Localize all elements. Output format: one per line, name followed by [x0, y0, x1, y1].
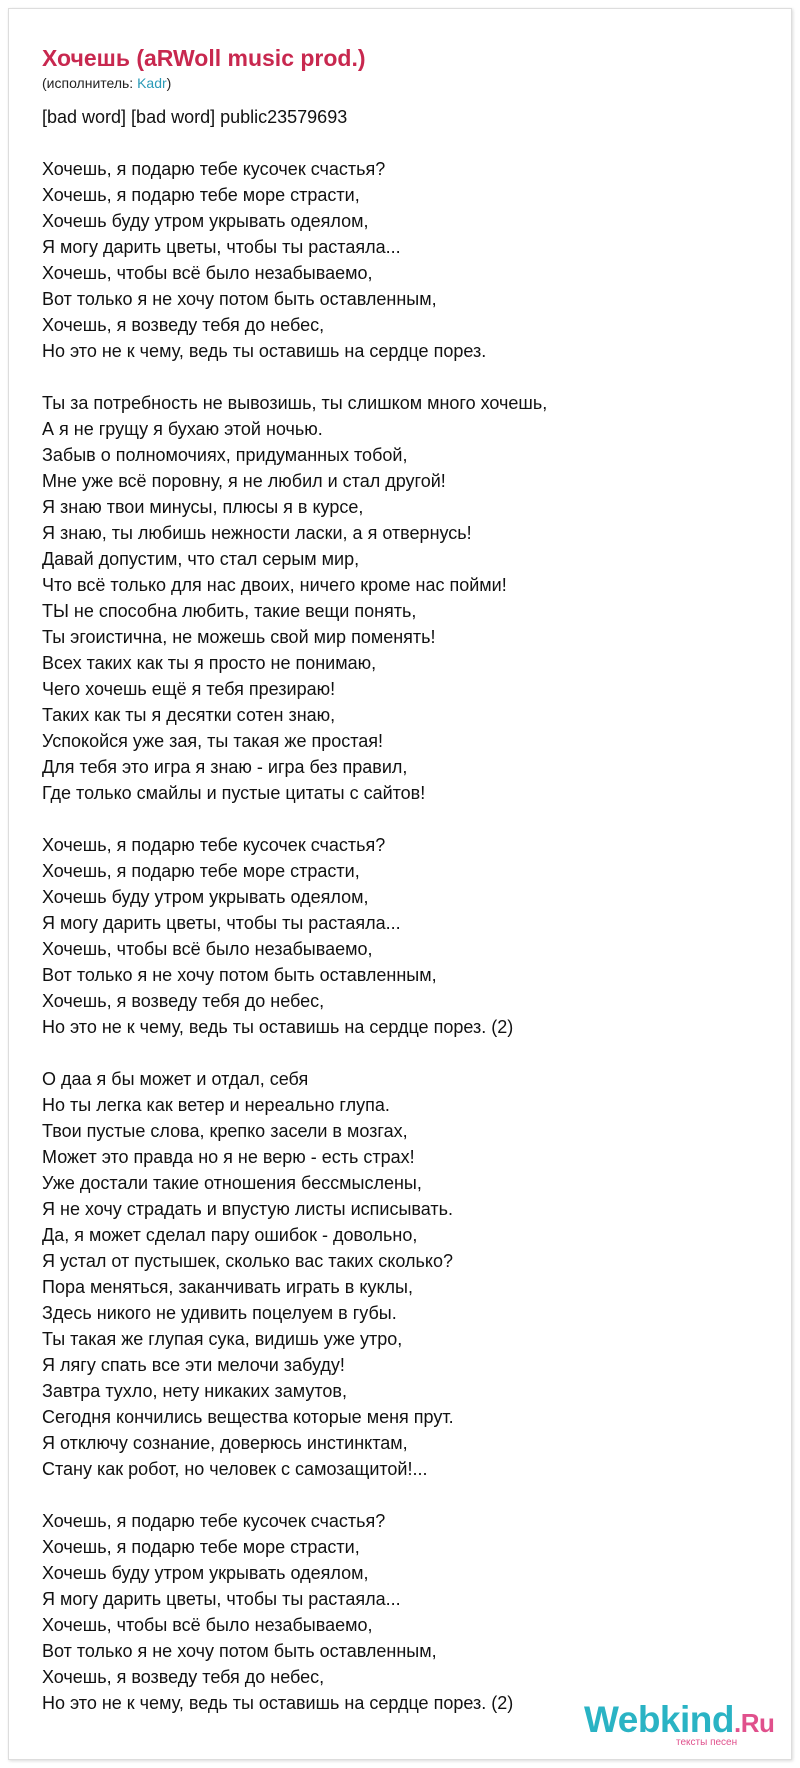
lyrics-stanza	[42, 1066, 547, 1482]
lyric-line: Ты эгоистична, не можешь свой мир поменять!	[42, 627, 436, 647]
lyric-line: Хочешь, чтобы всё было незабываемо,	[42, 263, 373, 283]
lyric-line: ТЫ не способна любить, такие вещи понять,	[42, 601, 417, 621]
lyric-line: Может это правда но я не верю - есть страх!	[42, 1147, 415, 1167]
lyric-line: Хочешь, я подарю тебе море страсти,	[42, 1537, 360, 1557]
lyric-line: Я отключу сознание, доверюсь инстинктам,	[42, 1433, 408, 1453]
lyrics-stanza	[42, 156, 547, 364]
lyric-line: Завтра тухло, нету никаких замутов,	[42, 1381, 347, 1401]
lyrics-stanza	[42, 832, 547, 1040]
artist-prefix: (исполнитель:	[42, 75, 138, 91]
lyric-line: Хочешь, я подарю тебе кусочек счастья?	[42, 835, 386, 855]
lyric-line: Для тебя это игра я знаю - игра без правил,	[42, 757, 408, 777]
lyric-line: Я могу дарить цветы, чтобы ты растаяла...	[42, 913, 401, 933]
lyric-line: Хочешь, чтобы всё было незабываемо,	[42, 1615, 373, 1635]
lyric-line: Я могу дарить цветы, чтобы ты растаяла...	[42, 1589, 401, 1609]
lyric-line: Хочешь, я подарю тебе море страсти,	[42, 185, 360, 205]
lyrics-stanza	[42, 104, 547, 130]
lyric-line: Да, я может сделал пару ошибок - довольно,	[42, 1225, 418, 1245]
lyric-line: Уже достали такие отношения бессмыслены,	[42, 1173, 422, 1193]
lyric-line: Но это не к чему, ведь ты оставишь на сердце порез. (2)	[42, 1017, 514, 1037]
lyric-line: Где только смайлы и пустые цитаты с сайтов!	[42, 783, 426, 803]
lyric-line: Я лягу спать все эти мелочи забуду!	[42, 1355, 345, 1375]
lyric-line: Но это не к чему, ведь ты оставишь на сердце порез. (2)	[42, 1693, 514, 1713]
lyric-line: Хочешь, я возведу тебя до небес,	[42, 991, 325, 1011]
lyric-line: Забыв о полномочиях, придуманных тобой,	[42, 445, 408, 465]
lyric-line: Хочешь буду утром укрывать одеялом,	[42, 211, 369, 231]
lyric-line: Давай допустим, что стал серым мир,	[42, 549, 360, 569]
lyric-line: Я могу дарить цветы, чтобы ты растаяла...	[42, 237, 401, 257]
artist-line	[42, 74, 366, 92]
lyric-line: Таких как ты я десятки сотен знаю,	[42, 705, 336, 725]
lyric-line: Чего хочешь ещё я тебя презираю!	[42, 679, 336, 699]
song-title: Хочешь (aRWoll music prod.)	[42, 45, 366, 71]
lyric-line: Стану как робот, но человек с самозащитой!...	[42, 1459, 428, 1479]
lyric-line: Хочешь, я возведу тебя до небес,	[42, 315, 325, 335]
lyric-line: Мне уже всё поровну, я не любил и стал другой!	[42, 471, 446, 491]
lyric-line: Я знаю, ты любишь нежности ласки, а я отвернусь!	[42, 523, 472, 543]
lyric-line: Но ты легка как ветер и нереально глупа.	[42, 1095, 390, 1115]
lyric-line: Хочешь, чтобы всё было незабываемо,	[42, 939, 373, 959]
lyric-line: О даа я бы может и отдал, себя	[42, 1069, 309, 1089]
lyric-line: Хочешь буду утром укрывать одеялом,	[42, 1563, 369, 1583]
lyric-line: Я не хочу страдать и впустую листы исписывать.	[42, 1199, 453, 1219]
lyric-line: Ты такая же глупая сука, видишь уже утро,	[42, 1329, 403, 1349]
lyric-line: Хочешь, я подарю тебе кусочек счастья?	[42, 159, 386, 179]
lyric-line: Вот только я не хочу потом быть оставленным,	[42, 965, 437, 985]
lyric-line: Я устал от пустышек, сколько вас таких сколько?	[42, 1251, 453, 1271]
lyrics-stanza	[42, 390, 547, 806]
artist-link[interactable]: Kadr	[137, 75, 167, 91]
lyric-line: [bad word] [bad word] public23579693	[42, 107, 348, 127]
lyric-line: Хочешь буду утром укрывать одеялом,	[42, 887, 369, 907]
song-header	[42, 44, 366, 92]
lyric-line: Всех таких как ты я просто не понимаю,	[42, 653, 377, 673]
lyric-line: Хочешь, я подарю тебе кусочек счастья?	[42, 1511, 386, 1531]
artist-suffix: )	[166, 75, 172, 91]
lyric-line: Сегодня кончились вещества которые меня прут.	[42, 1407, 454, 1427]
lyrics-body	[42, 104, 547, 1716]
webkind-logo[interactable]	[584, 1700, 784, 1756]
lyric-line: Ты за потребность не вывозишь, ты слишком много хочешь,	[42, 393, 548, 413]
lyric-line: Здесь никого не удивить поцелуем в губы.	[42, 1303, 397, 1323]
lyric-line: Но это не к чему, ведь ты оставишь на сердце порез.	[42, 341, 487, 361]
lyric-line: Хочешь, я подарю тебе море страсти,	[42, 861, 360, 881]
lyric-line: Вот только я не хочу потом быть оставленным,	[42, 289, 437, 309]
logo-ru-text: .Ru	[734, 1708, 775, 1738]
lyrics-stanza	[42, 1508, 547, 1716]
lyric-line: Хочешь, я возведу тебя до небес,	[42, 1667, 325, 1687]
lyric-line: Пора меняться, заканчивать играть в куклы,	[42, 1277, 413, 1297]
lyric-line: Успокойся уже зая, ты такая же простая!	[42, 731, 384, 751]
lyric-line: Твои пустые слова, крепко засели в мозгах,	[42, 1121, 408, 1141]
lyric-line: А я не грущу я бухаю этой ночью.	[42, 419, 323, 439]
lyric-line: Вот только я не хочу потом быть оставленным,	[42, 1641, 437, 1661]
logo-tagline: тексты песен	[676, 1737, 738, 1748]
lyric-line: Что всё только для нас двоих, ничего кроме нас пойми!	[42, 575, 507, 595]
logo-main-text: Webkind	[584, 1699, 734, 1740]
lyric-line: Я знаю твои минусы, плюсы я в курсе,	[42, 497, 364, 517]
